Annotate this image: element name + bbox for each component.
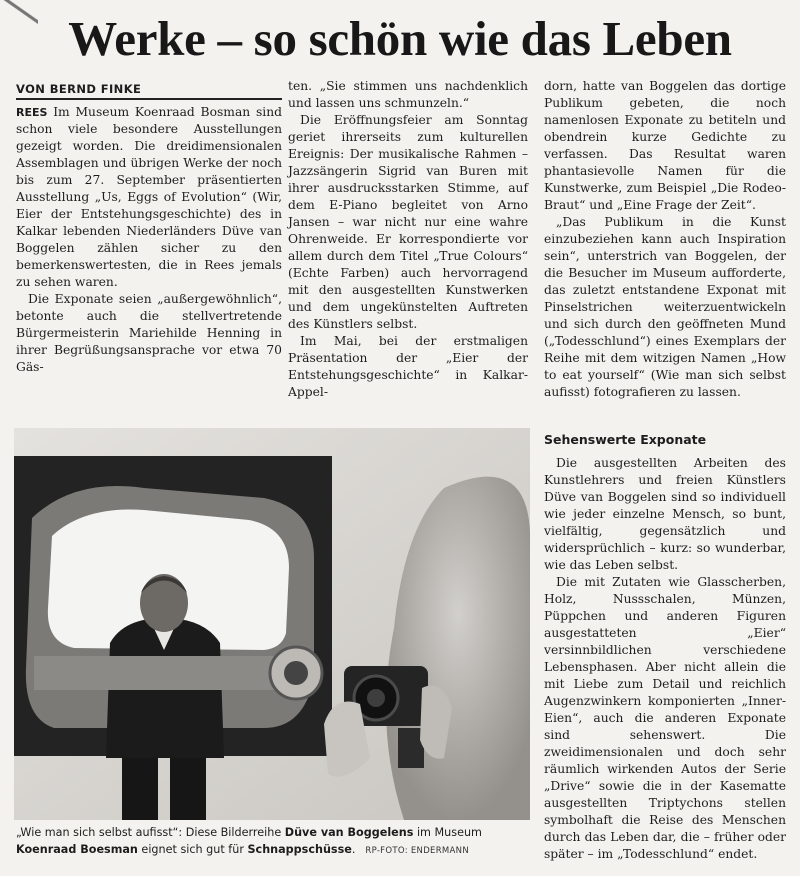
subheading: Sehenswerte Exponate xyxy=(544,432,707,447)
photo-caption xyxy=(16,824,530,864)
paragraph xyxy=(16,104,282,291)
paragraph: Die Exponate seien „außergewöhnlich“, betonte auch die stellvertretende Bürgermeisterin Mariehilde Henning in ihrer Begrüßungsansprache vor etwa 70 Gäs- xyxy=(16,292,282,374)
paragraph: Die Eröffnungsfeier am Sonntag geriet ihrerseits zum kulturellen Ereignis: Der musikalische Rahmen – Jazzsängerin Sigrid van Buren mit ihrer ausdrucksstarken Stimme, auf dem E-Piano begleitet von Arno Jansen – war nicht nur eine wahre Ohrenweide. Er korrespondierte vor allem durch dem Titel „True Colours“ (Echte Farben) auch hervorragend mit den ausgestellten Kunstwerken und dem ungekünstelten Auftreten des Künstlers selbst. xyxy=(288,113,528,331)
article-column-1 xyxy=(16,104,282,428)
paragraph: Im Mai, bei der erstmaligen Präsentation der „Eier der Entstehungsgeschichte“ in Kalkar-Appel- xyxy=(288,334,528,399)
headline: Werke – so schön wie das Leben xyxy=(68,11,732,66)
paragraph: ten. „Sie stimmen uns nachdenklich und lassen uns schmunzeln.“ xyxy=(288,79,528,110)
artwork-figure-eye xyxy=(284,661,308,685)
caption-text: . xyxy=(351,843,356,856)
photo-illustration xyxy=(14,428,530,820)
caption-text: „Wie man sich selbst aufisst“: Diese Bilderreihe xyxy=(16,826,285,839)
photo-credit: RP-FOTO: ENDERMANN xyxy=(365,846,469,856)
paragraph: Die mit Zutaten wie Glasscherben, Holz, Nussschalen, Münzen, Püppchen und anderen Figuren ausgestatteten „Eier“ versinnbildlichen verschiedene Lebensphasen. Aber nicht allein die mit Liebe zum Detail und reichlich Augenzwinkern komponierten „Inner-Eien“, auch die anderen Exponate sind sehenswert. Die zweidimensionalen und doch sehr räumlich wirkenden Autos der Serie „Drive“ sowie die in der Kasematte ausgestellten Triptychons stellen symbolhaft die Reise des Menschen durch das Leben dar, die – früher oder später – im „Todesschlund“ endet. xyxy=(544,575,786,861)
paragraph: „Das Publikum in die Kunst einzubeziehen kann auch Inspiration sein“, unterstrich van Boggelen, der die Besucher im Museum aufforderte, das zuletzt entstandene Exponat mit Pinselstrichen weiterzuentwickeln und sich durch den geöffneten Mund („Todesschlund“) eines Exemplars der Reihe mit dem witzigen Namen „How to eat yourself“ (Wie man sich selbst aufisst) fotografieren zu lassen. xyxy=(544,215,786,399)
paragraph-text: Im Museum Koenraad Bosman sind schon viele besondere Ausstellungen gezeigt worden. Die dreidimensionalen Assemblagen und übrigen Werke der noch bis zum 27. September präsentierten Ausstellung „Us, Eggs of Evolution“ (Wir, Eier der Entstehungsgeschichte) des in Kalkar lebenden Niederländers Düve van Boggelen zählen sicher zu den bemerkenswertesten, die in Rees jemals zu sehen waren. xyxy=(16,105,282,289)
man-face xyxy=(140,574,188,632)
caption-snapshots: Schnappschüsse xyxy=(247,843,352,856)
caption-text: im Museum xyxy=(413,826,482,839)
paragraph: Die ausgestellten Arbeiten des Kunstlehrers und freien Künstlers Düve van Boggelen sind so individuell wie jeder einzelne Mensch, so bunt, vielfältig, gegensätzlich und widersprüchlich – kurz: so wunderbar, wie das Leben selbst. xyxy=(544,456,786,572)
article-column-4 xyxy=(544,455,786,867)
camera-strap xyxy=(398,728,424,768)
caption-museum: Koenraad Boesman xyxy=(16,843,138,856)
caption-text: eignet sich gut für xyxy=(137,843,248,856)
man-leg-left xyxy=(122,758,158,820)
article-column-3 xyxy=(544,78,786,424)
article-photo xyxy=(14,428,530,820)
article-column-2 xyxy=(288,78,528,404)
caption-artist: Düve van Boggelens xyxy=(284,826,414,839)
man-leg-right xyxy=(170,758,206,820)
dateline: REES xyxy=(16,106,48,119)
byline: VON BERND FINKE xyxy=(16,80,282,100)
camera-lens-glass xyxy=(367,689,385,707)
paragraph: dorn, hatte van Boggelen das dortige Publikum gebeten, die noch namenlosen Exponate zu betiteln und obendrein kurze Gedichte zu verfassen. Das Resultat waren phantasievolle Namen für die Kunstwerke, zum Beispiel „Die Rodeo-Braut“ und „Eine Frage der Zeit“. xyxy=(544,79,786,212)
